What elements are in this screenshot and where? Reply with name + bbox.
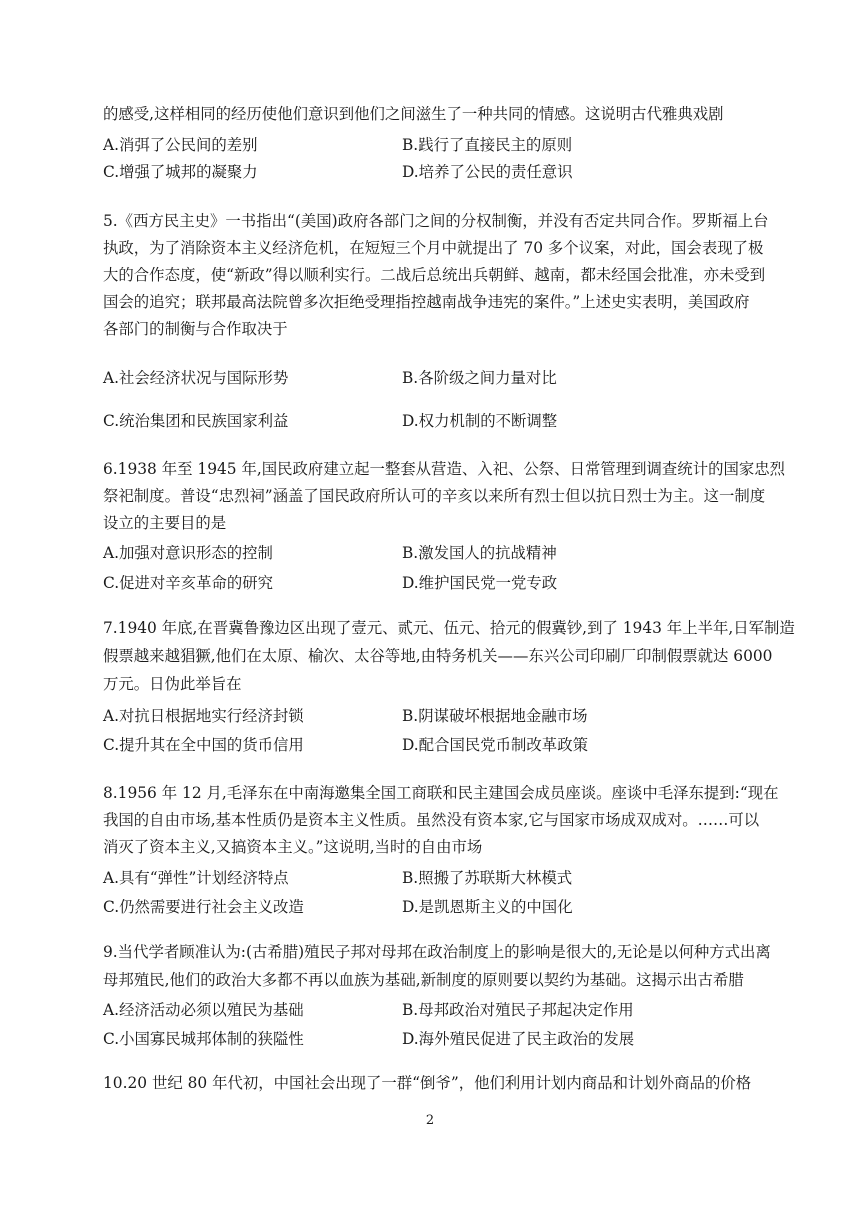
q7-stem-line: 7.1940 年底,在晋冀鲁豫边区出现了壹元、贰元、伍元、拾元的假冀钞,到了 1943 年上半年,日军制造: [103, 619, 795, 637]
q9-option-d: D.海外殖民促进了民主政治的发展: [402, 1030, 635, 1048]
q7-stem-line: 假票越来越猖獗,他们在太原、榆次、太谷等地,由特务机关——东兴公司印刷厂印制假票就达 6000: [103, 647, 773, 665]
q6-option-a: A.加强对意识形态的控制: [103, 544, 273, 562]
q5-option-c: C.统治集团和民族国家利益: [103, 412, 289, 430]
q8-option-a: A.具有“弹性”计划经济特点: [103, 869, 289, 887]
q5-stem-line: 国会的追究；联邦最高法院曾多次拒绝受理指控越南战争违宪的案件。”上述史实表明，美国政府: [103, 293, 750, 311]
q6-option-b: B.激发国人的抗战精神: [402, 544, 557, 562]
q8-option-b: B.照搬了苏联斯大林模式: [402, 869, 573, 887]
q5-stem-line: 大的合作态度，使“新政”得以顺利实行。二战后总统出兵朝鲜、越南，都未经国会批准，亦未受到: [103, 266, 766, 284]
q6-option-c: C.促进对辛亥革命的研究: [103, 574, 274, 592]
q7-stem-line: 万元。日伪此举旨在: [103, 675, 242, 693]
q8-stem-line: 消灭了资本主义,又搞资本主义。”这说明,当时的自由市场: [103, 838, 483, 856]
q7-option-a: A.对抗日根据地实行经济封锁: [103, 707, 304, 725]
q10-stem-line: 10.20 世纪 80 年代初，中国社会出现了一群“倒爷”，他们利用计划内商品和计划外商品的价格: [103, 1074, 752, 1092]
question-4-stem-tail: 的感受,这样相同的经历使他们意识到他们之间滋生了一种共同的情感。这说明古代雅典戏剧: [103, 105, 724, 123]
q9-stem-line: 母邦殖民,他们的政治大多都不再以血族为基础,新制度的原则要以契约为基础。这揭示出古希腊: [103, 971, 744, 989]
q5-option-a: A.社会经济状况与国际形势: [103, 369, 289, 387]
q9-option-c: C.小国寡民城邦体制的狭隘性: [103, 1030, 304, 1048]
q7-option-b: B.阴谋破坏根据地金融市场: [402, 707, 588, 725]
q6-option-d: D.维护国民党一党专政: [402, 574, 558, 592]
q6-stem-line: 6.1938 年至 1945 年,国民政府建立起一整套从营造、入祀、公祭、日常管理到调查统计的国家忠烈: [103, 460, 786, 478]
q6-stem-line: 设立的主要目的是: [103, 514, 227, 532]
q8-option-c: C.仍然需要进行社会主义改造: [103, 898, 304, 916]
q5-stem-line: 执政，为了消除资本主义经济危机，在短短三个月中就提出了 70 多个议案，对此，国会表现了极: [103, 239, 764, 257]
q5-option-d: D.权力机制的不断调整: [402, 412, 558, 430]
q4-option-d: D.培养了公民的责任意识: [402, 163, 573, 181]
q6-stem-line: 祭祀制度。普设“忠烈祠”涵盖了国民政府所认可的辛亥以来所有烈士但以抗日烈士为主。这一制度: [103, 487, 766, 505]
q9-option-b: B.母邦政治对殖民子邦起决定作用: [402, 1001, 634, 1019]
q4-option-b: B.践行了直接民主的原则: [402, 136, 573, 154]
q8-stem-line: 8.1956 年 12 月,毛泽东在中南海邀集全国工商联和民主建国会成员座谈。座谈中毛泽东提到:“现在: [103, 784, 779, 802]
q7-option-d: D.配合国民党币制改革政策: [402, 736, 588, 754]
q9-stem-line: 9.当代学者顾准认为:(古希腊)殖民子邦对母邦在政治制度上的影响是很大的,无论是以何种方式出离: [103, 943, 771, 961]
q7-option-c: C.提升其在全中国的货币信用: [103, 736, 304, 754]
q5-stem-line: 5.《西方民主史》一书指出“(美国)政府各部门之间的分权制衡，并没有否定共同合作。罗斯福上台: [103, 212, 769, 230]
q5-option-b: B.各阶级之间力量对比: [402, 369, 557, 387]
q9-option-a: A.经济活动必须以殖民为基础: [103, 1001, 304, 1019]
q5-stem-line: 各部门的制衡与合作取决于: [103, 320, 288, 338]
q8-option-d: D.是凯恩斯主义的中国化: [402, 898, 573, 916]
q4-option-a: A.消弭了公民间的差别: [103, 136, 258, 154]
page-number: 2: [425, 1113, 435, 1128]
q8-stem-line: 我国的自由市场,基本性质仍是资本主义性质。虽然没有资本家,它与国家市场成双成对。……可以: [103, 811, 760, 829]
q4-option-c: C.增强了城邦的凝聚力: [103, 163, 258, 181]
